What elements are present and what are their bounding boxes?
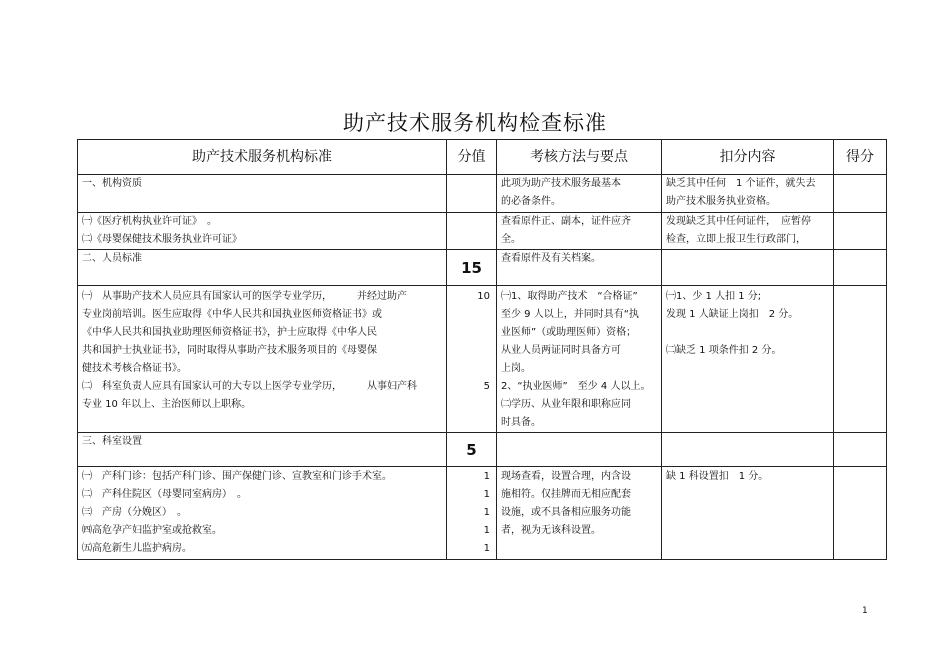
obtained-cell xyxy=(834,250,887,286)
obtained-cell xyxy=(834,467,887,560)
cell-text: 健技术考核合格证书》。 xyxy=(82,363,187,374)
cell-text: 全。 xyxy=(501,234,521,245)
standard-cell xyxy=(78,250,447,286)
standard-cell xyxy=(78,467,447,560)
table-row xyxy=(78,250,887,286)
deduction-cell xyxy=(662,286,834,433)
cell-text: 《中华人民共和国执业助理医师资格证书》，护士应取得《中华人民 xyxy=(82,327,377,338)
header-score: 分值 xyxy=(447,140,497,175)
cell-text: 上岗。 xyxy=(501,363,531,374)
score-cell: 5 xyxy=(447,433,497,467)
cell-text: ㈠《医疗机构执业许可证》 。 xyxy=(82,216,217,227)
score-cell xyxy=(447,286,497,433)
deduction-cell xyxy=(662,467,834,560)
obtained-cell xyxy=(834,175,887,213)
cell-text: 二、人员标准 xyxy=(82,253,142,264)
cell-text: ㈠1、少 1 人扣 1 分; xyxy=(666,291,762,302)
method-cell xyxy=(497,175,662,213)
cell-text: 至少 9 人以上，并同时具有“执 xyxy=(501,309,639,320)
cell-text: 专业岗前培训。医生应取得《中华人民共和国执业医师资格证书》或 xyxy=(82,309,382,320)
score-value: 5 xyxy=(483,381,490,392)
cell-text: ㈡ 科室负责人应具有国家认可的大专以上医学专业学历， 从事妇产科 xyxy=(82,381,417,392)
cell-text: ㈡学历、从业年限和职称应同 xyxy=(501,399,631,410)
obtained-cell xyxy=(834,213,887,250)
cell-text: 发现 1 人缺证上岗扣 2 分。 xyxy=(666,309,799,320)
cell-text: 设施，或不具备相应服务功能 xyxy=(501,507,631,518)
page-number: 1 xyxy=(862,606,868,616)
obtained-cell xyxy=(834,433,887,467)
cell-text: 现场查看，设置合理，内含设 xyxy=(501,471,631,482)
score-value: 1 xyxy=(483,525,490,536)
cell-text: ㈡缺乏 1 项条件扣 2 分。 xyxy=(666,345,782,356)
standard-cell xyxy=(78,433,447,467)
cell-text xyxy=(666,324,829,342)
score-cell xyxy=(447,213,497,250)
cell-text: 三、科室设置 xyxy=(82,436,142,447)
cell-text: 缺 1 科设置扣 1 分。 xyxy=(666,471,769,482)
cell-text: 时具备。 xyxy=(501,417,541,428)
cell-text: ㈤高危新生儿监护病房。 xyxy=(82,543,192,554)
score-value: 1 xyxy=(483,543,490,554)
method-cell xyxy=(497,467,662,560)
cell-text: 共和国护士执业证书》，同时取得从事助产技术服务项目的《母婴保 xyxy=(82,345,377,356)
score-value xyxy=(451,306,490,324)
cell-text: 查看原件正、副本，证件应齐 xyxy=(501,216,631,227)
cell-text: 一、机构资质 xyxy=(82,178,142,189)
cell-text: 者，视为无该科设置。 xyxy=(501,525,601,536)
deduction-cell xyxy=(662,213,834,250)
standard-cell xyxy=(78,286,447,433)
score-value: 1 xyxy=(483,471,490,482)
header-deduction: 扣分内容 xyxy=(662,140,834,175)
inspection-table xyxy=(77,139,887,560)
table-row xyxy=(78,175,887,213)
table-row xyxy=(78,433,887,467)
deduction-cell xyxy=(662,175,834,213)
cell-text: ㈡ 产科住院区（母婴同室病房） 。 xyxy=(82,489,247,500)
score-value xyxy=(451,342,490,360)
cell-text: 发现缺乏其中任何证件， 应暂停 xyxy=(666,216,811,227)
cell-text: 此项为助产技术服务最基本 xyxy=(501,178,621,189)
cell-text: 的必备条件。 xyxy=(501,196,561,207)
score-cell xyxy=(447,175,497,213)
method-cell xyxy=(497,213,662,250)
standard-cell xyxy=(78,175,447,213)
score-value xyxy=(451,324,490,342)
cell-text: ㈡《母婴保健技术服务执业许可证》 xyxy=(82,234,242,245)
score-value: 1 xyxy=(483,507,490,518)
table-header-row xyxy=(78,140,887,175)
cell-text: 缺乏其中任何 1 个证件，就失去 xyxy=(666,178,816,189)
header-method: 考核方法与要点 xyxy=(497,140,662,175)
header-standard: 助产技术服务机构标准 xyxy=(78,140,447,175)
header-obtained: 得分 xyxy=(834,140,887,175)
cell-text: 业医师”（或助理医师）资格； xyxy=(501,327,637,338)
score-cell: 15 xyxy=(447,250,497,286)
cell-text: ㈠ 从事助产技术人员应具有国家认可的医学专业学历， 并经过助产 xyxy=(82,291,407,302)
method-cell xyxy=(497,286,662,433)
method-cell xyxy=(497,250,662,286)
table-row xyxy=(78,213,887,250)
cell-text: 从业人员两证同时具备方可 xyxy=(501,345,621,356)
deduction-cell xyxy=(662,433,834,467)
table-row xyxy=(78,467,887,560)
cell-text: ㈠ 产科门诊：包括产科门诊、围产保健门诊、宣教室和门诊手术室。 xyxy=(82,471,392,482)
deduction-cell xyxy=(662,250,834,286)
cell-text: 专业 10 年以上、主治医师以上职称。 xyxy=(82,399,252,410)
cell-text: 助产技术服务执业资格。 xyxy=(666,196,776,207)
method-cell xyxy=(497,433,662,467)
cell-text: ㈣高危孕产妇监护室或抢救室。 xyxy=(82,525,222,536)
cell-text: ㈠1、取得助产技术 “合格证” xyxy=(501,291,638,302)
cell-text: ㈢ 产房（分娩区） 。 xyxy=(82,507,187,518)
cell-text: 施相符。仅挂牌而无相应配套 xyxy=(501,489,631,500)
cell-text: 查看原件及有关档案。 xyxy=(501,253,601,264)
cell-text: 检查，立即上报卫生行政部门， xyxy=(666,234,806,245)
cell-text: 2、“执业医师” 至少 4 人以上。 xyxy=(501,381,651,392)
score-cell xyxy=(447,467,497,560)
table-row xyxy=(78,286,887,433)
score-value: 10 xyxy=(477,291,490,302)
obtained-cell xyxy=(834,286,887,433)
standard-cell xyxy=(78,213,447,250)
score-value: 1 xyxy=(483,489,490,500)
page-title: 助产技术服务机构检查标准 xyxy=(343,111,607,135)
score-value xyxy=(451,360,490,378)
